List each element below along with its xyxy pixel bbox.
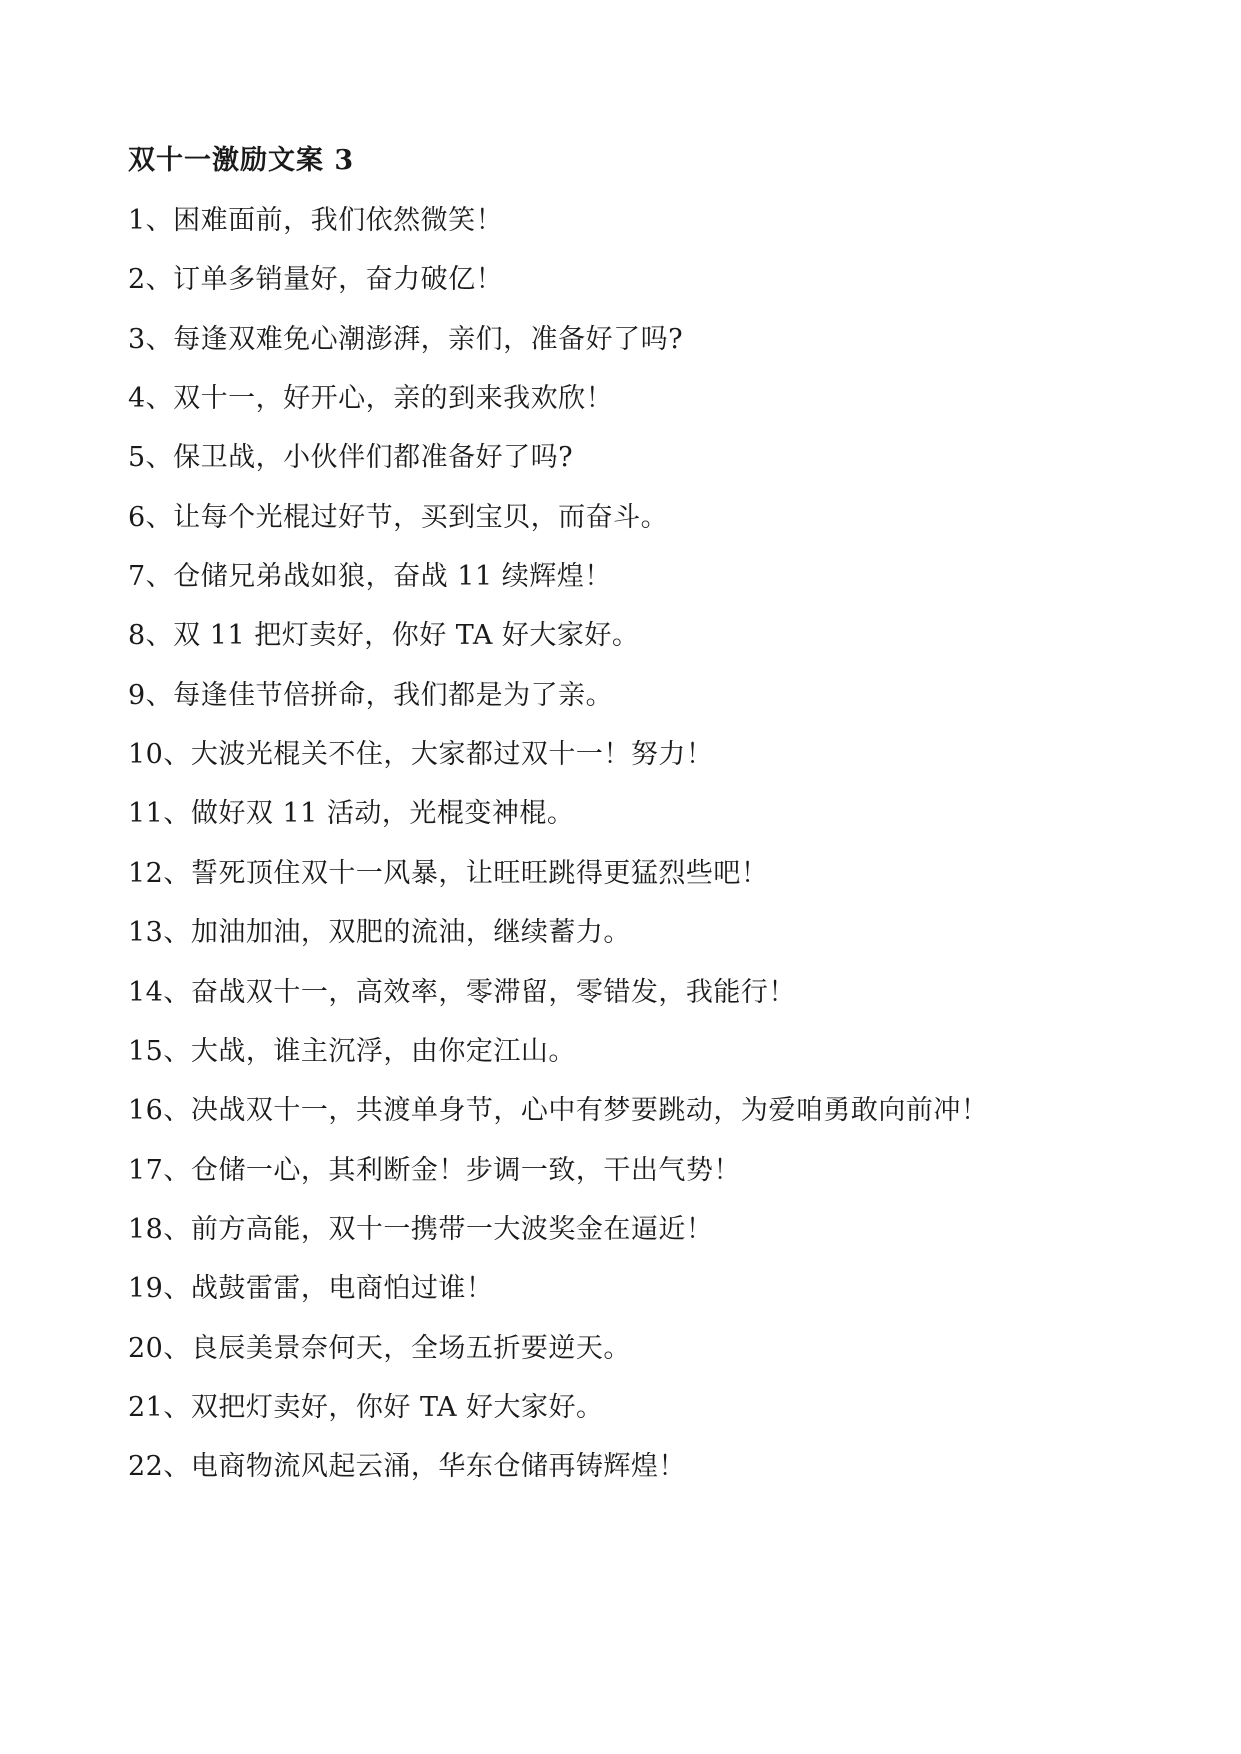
- document-paragraph: 16、决战双十一，共渡单身节，心中有梦要跳动，为爱咱勇敢向前冲！: [128, 1095, 989, 1127]
- document-paragraph: 4、双十一，好开心，亲的到来我欢欣！: [128, 382, 614, 414]
- document-paragraph: 7、仓储兄弟战如狼，奋战 11 续辉煌！: [128, 561, 612, 592]
- document-paragraph: 5、保卫战，小伙伴们都准备好了吗?: [128, 442, 574, 474]
- document-paragraph: 9、每逢佳节倍拼命，我们都是为了亲。: [128, 679, 614, 711]
- document-paragraph: 3、每逢双难免心潮澎湃，亲们，准备好了吗?: [128, 323, 684, 355]
- document-paragraph: 2、订单多销量好，奋力破亿！: [128, 264, 504, 296]
- document-paragraph: 18、前方高能，双十一携带一大波奖金在逼近！: [128, 1213, 714, 1245]
- document-paragraph: 12、誓死顶住双十一风暴，让旺旺跳得更猛烈些吧！: [128, 857, 769, 889]
- page-title: 双十一激励文案 3: [128, 145, 355, 176]
- document-paragraph: 11、做好双 11 活动，光棍变神棍。: [128, 798, 575, 830]
- document-paragraph: 13、加油加油，双肥的流油，继续蓄力。: [128, 917, 631, 949]
- document-paragraph: 1、困难面前，我们依然微笑！: [128, 204, 504, 236]
- document-paragraph: 20、良辰美景奈何天，全场五折要逆天。: [128, 1332, 631, 1364]
- document-paragraph: 19、战鼓雷雷，电商怕过谁！: [128, 1273, 494, 1305]
- document-paragraph: 22、电商物流风起云涌，华东仓储再铸辉煌！: [128, 1451, 686, 1483]
- document-paragraph: 14、奋战双十一，高效率，零滞留，零错发，我能行！: [128, 976, 796, 1008]
- document-body: [128, 198, 1121, 1490]
- document-paragraph: 21、双把灯卖好，你好 TA 好大家好。: [128, 1392, 604, 1424]
- document-paragraph: 15、大战，谁主沉浮，由你定江山。: [128, 1035, 576, 1067]
- document-paragraph: 10、大波光棍关不住，大家都过双十一！努力！: [128, 739, 714, 771]
- document-paragraph: 17、仓储一心，其利断金！步调一致，干出气势！: [128, 1154, 741, 1186]
- document-paragraph: 8、双 11 把灯卖好，你好 TA 好大家好。: [128, 620, 640, 652]
- document-paragraph: 6、让每个光棍过好节，买到宝贝，而奋斗。: [128, 501, 669, 533]
